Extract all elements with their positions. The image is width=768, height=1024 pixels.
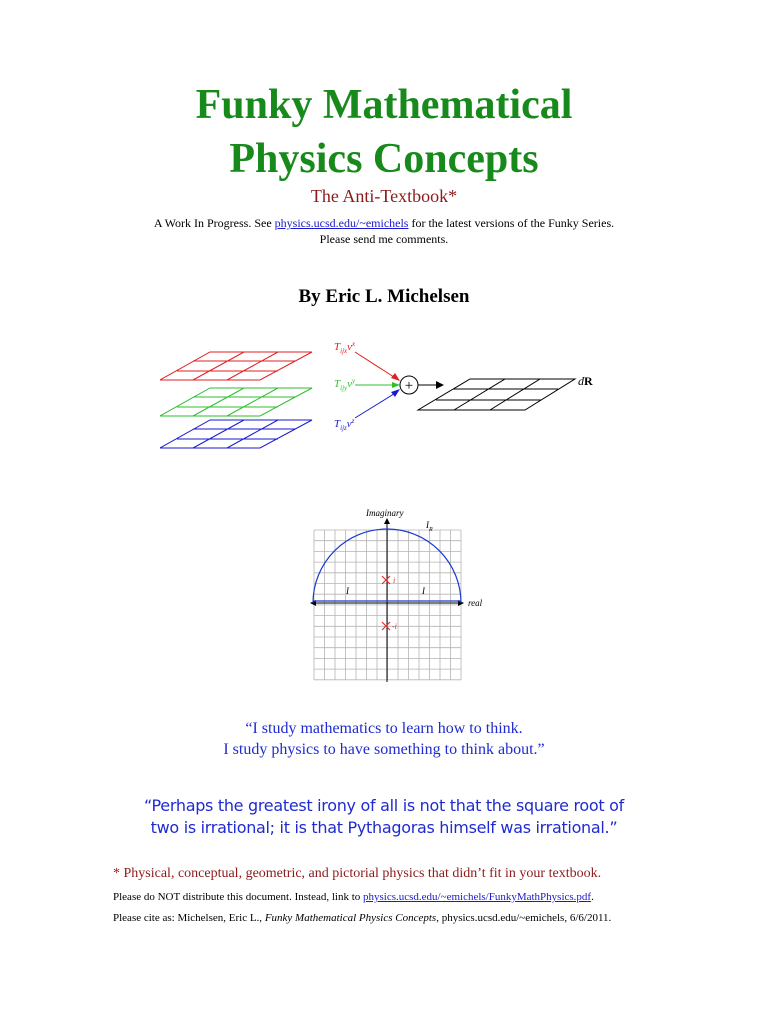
tensor-contraction-figure [160,330,600,455]
blue-plane-grid [160,420,312,448]
label-tz: $T_{ijz}v^z$ [334,417,355,432]
distribute-prefix: Please do NOT distribute this document. Instead, link to [113,891,364,903]
quote-2-line-1: “Perhaps the greatest irony of all is not that the square root of [144,796,624,815]
label-tx: $T_{ijx}v^x$ [334,340,356,355]
citation-note [113,912,611,924]
result-plane-grid [418,379,575,410]
homepage-link[interactable]: physics.ucsd.edu/~emichels [274,216,409,230]
pole-upper [382,576,390,584]
imaginary-label: Imaginary [366,508,404,518]
author-line: By Eric L. Michelsen [298,286,470,307]
pdf-link[interactable]: physics.ucsd.edu/~emichels/FunkyMathPhysics.pdf [363,891,592,903]
title-line-2: Physics Concepts [229,136,539,182]
real-label: real [468,598,483,608]
quote-1-line-2: I study physics to have something to think about.” [223,741,545,758]
work-in-progress-note [0,216,768,231]
pole-i-label: i [393,576,396,585]
i-right-label: I [422,586,425,596]
i-left-label: I [346,586,349,596]
quote-2-line-2: two is irrational; it is that Pythagoras himself was irrational.” [150,818,618,837]
subtitle: The Anti-Textbook* [310,186,458,206]
wip-prefix: A Work In Progress. See [153,216,275,230]
wip-suffix: for the latest versions of the Funky Series. [408,216,615,230]
green-plane-grid [160,388,312,416]
comments-request: Please send me comments. [319,232,449,246]
red-plane-grid [160,352,312,380]
contour-integral-figure [300,500,500,690]
pole-minus-i-label: -i [392,622,397,631]
cite-title: Funky Mathematical Physics Concepts [264,912,437,924]
quote-1-line-1: “I study mathematics to learn how to think. [245,720,523,737]
label-dr: dR [578,374,593,388]
ir-label: $I_R$ [426,520,433,533]
title-line-1: Funky Mathematical [195,82,573,128]
distribution-note [113,891,594,903]
label-ty: $T_{ijy}v^y$ [334,377,356,392]
plus-sign: + [404,378,414,394]
cite-suffix: , physics.ucsd.edu/~emichels, 6/6/2011. [436,912,612,924]
cite-prefix: Please cite as: Michelsen, Eric L., [113,912,265,924]
distribute-suffix: . [591,891,594,903]
footnote: * Physical, conceptual, geometric, and pictorial physics that didn’t fit in your textbook. [113,866,602,881]
